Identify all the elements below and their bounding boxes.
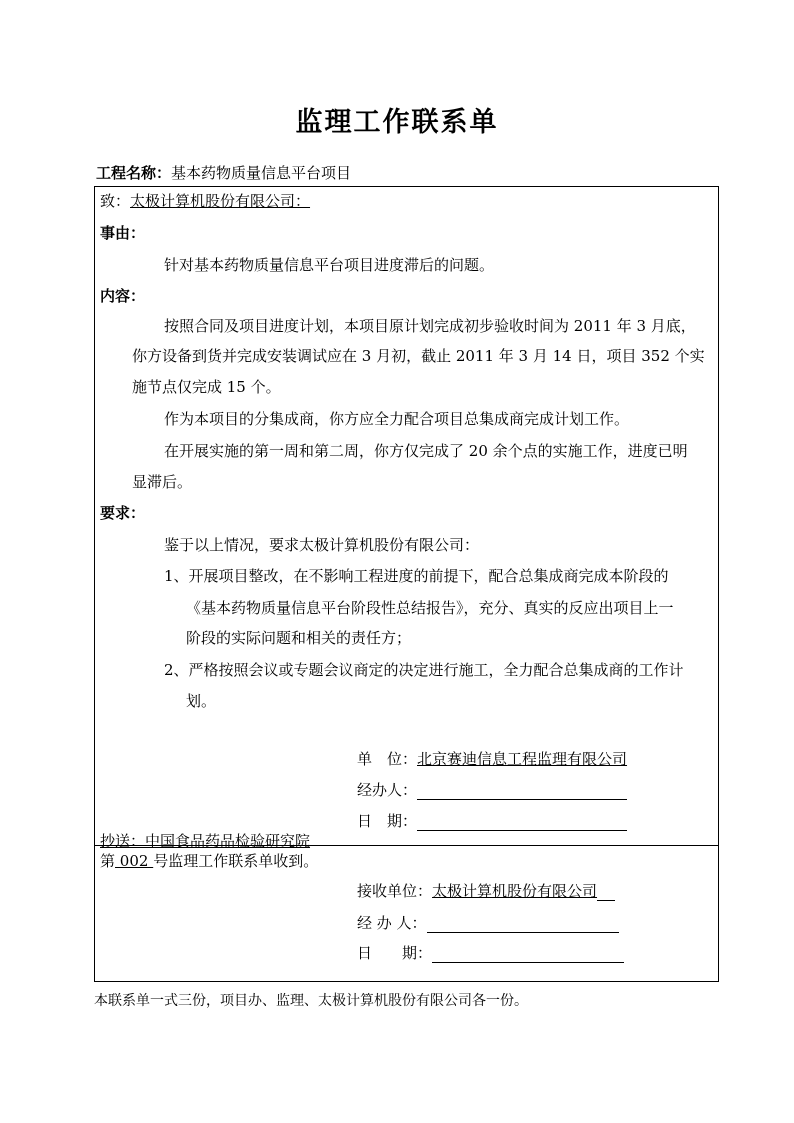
content-line: 施节点仅完成 15 个。 <box>132 378 281 396</box>
project-name <box>96 162 351 183</box>
subject-text: 针对基本药物质量信息平台项目进度滞后的问题。 <box>164 256 495 274</box>
receiver-handler-line <box>427 916 619 933</box>
requirements-intro: 鉴于以上情况，要求太极计算机股份有限公司： <box>164 536 480 554</box>
addressee <box>100 190 310 211</box>
receipt-number: 002 <box>115 852 154 870</box>
content-line: 你方设备到货并完成安装调试应在 3 月初，截止 2011 年 3 月 14 日，项目 352 个实 <box>132 347 705 365</box>
requirement-line: 1、开展项目整改，在不影响工程进度的前提下，配合总集成商完成本阶段的 <box>164 567 669 585</box>
issuer-unit-value: 北京赛迪信息工程监理有限公司 <box>417 750 628 768</box>
receiver-unit <box>357 880 615 901</box>
receiver-date-label: 日 期： <box>357 944 433 962</box>
addressee-recipient: 太极计算机股份有限公司： <box>130 192 311 210</box>
receiver-unit-label: 接收单位： <box>357 882 433 900</box>
receiver-unit-value: 太极计算机股份有限公司 <box>432 882 598 900</box>
content-line: 按照合同及项目进度计划，本项目原计划完成初步验收时间为 2011 年 3 月底， <box>164 317 696 335</box>
cc-line: 抄送：中国食品药品检验研究院 <box>100 832 311 850</box>
issuer-handler-label: 经办人： <box>357 781 418 799</box>
issuer-date <box>357 810 627 831</box>
receiver-date-line <box>432 946 624 963</box>
handler-signature-line <box>417 783 627 800</box>
requirement-line: 《基本药物质量信息平台阶段性总结报告》，充分、真实的反应出项目上一 <box>186 599 674 617</box>
receiver-date <box>357 942 624 963</box>
issuer-handler <box>357 779 627 800</box>
main-section-box <box>94 186 719 846</box>
project-value: 基本药物质量信息平台项目 <box>171 164 352 182</box>
receiver-unit-underline <box>597 884 615 901</box>
footer-note: 本联系单一式三份，项目办、监理、太极计算机股份有限公司各一份。 <box>94 993 528 1009</box>
requirements-label: 要求： <box>100 504 146 522</box>
requirement-line: 阶段的实际问题和相关的责任方； <box>186 629 412 647</box>
content-line: 在开展实施的第一周和第二周，你方仅完成了 20 余个点的实施工作，进度已明 <box>164 442 688 460</box>
addressee-prefix: 致： <box>100 192 131 210</box>
date-signature-line <box>417 814 627 831</box>
requirement-line: 划。 <box>186 692 217 710</box>
receiver-handler-label: 经 办 人： <box>357 914 427 932</box>
receipt-prefix: 第 <box>100 852 116 870</box>
receipt-suffix: 号监理工作联系单收到。 <box>153 852 319 870</box>
content-label: 内容： <box>100 287 146 305</box>
subject-label: 事由： <box>100 224 146 242</box>
project-label: 工程名称： <box>96 164 172 182</box>
issuer-date-label: 日 期： <box>357 812 418 830</box>
receiver-handler <box>357 912 619 933</box>
issuer-unit <box>357 748 627 769</box>
content-line: 作为本项目的分集成商，你方应全力配合项目总集成商完成计划工作。 <box>164 410 630 428</box>
requirement-line: 2、严格按照会议或专题会议商定的决定进行施工，全力配合总集成商的工作计 <box>164 661 684 679</box>
receipt-notice <box>100 850 318 871</box>
issuer-unit-label: 单 位： <box>357 750 418 768</box>
content-line: 显滞后。 <box>132 473 193 491</box>
document-title: 监理工作联系单 <box>295 107 499 138</box>
